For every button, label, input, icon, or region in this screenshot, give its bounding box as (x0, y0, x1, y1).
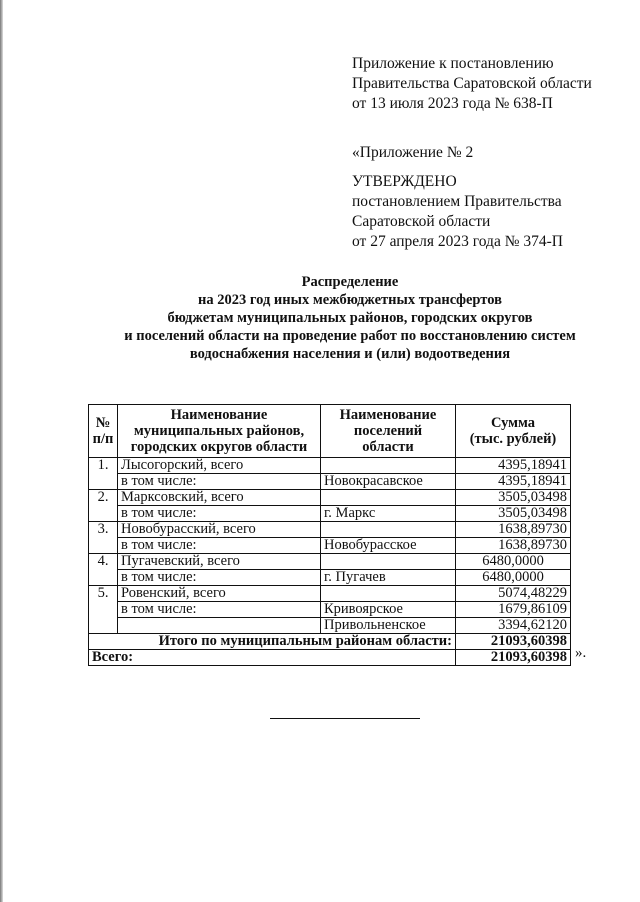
settlement-name: г. Пугачев (321, 570, 456, 586)
header-line-2: Правительства Саратовской области (352, 75, 592, 92)
scan-edge (0, 0, 3, 902)
district-name: Пугачевский, всего (118, 554, 321, 570)
header-line-1: Приложение к постановлению (352, 55, 554, 72)
settlement-name (321, 554, 456, 570)
including-label: в том числе: (118, 602, 321, 618)
row-number: 2. (89, 490, 118, 522)
settlement-sum: 4395,18941 (456, 474, 571, 490)
settlement-sum: 3505,03498 (456, 506, 571, 522)
district-sum: 5074,48229 (456, 586, 571, 602)
district-sum: 1638,89730 (456, 522, 571, 538)
closing-quote: ». (575, 645, 587, 661)
settlement-name (321, 458, 456, 474)
row-number: 3. (89, 522, 118, 554)
grand-total-sum: 21093,60398 (456, 650, 571, 666)
settlement-sum: 1679,86109 (456, 602, 571, 618)
table-row (89, 602, 571, 618)
grand-total-label: Всего: (89, 650, 456, 666)
table-row (89, 458, 571, 474)
header-number-line-1: № (95, 415, 111, 431)
table-row (89, 490, 571, 506)
settlement-name (321, 490, 456, 506)
header-sum-line-1: Сумма (490, 415, 536, 431)
including-label: в том числе: (118, 538, 321, 554)
header-district-line-3: городских округов области (130, 439, 308, 455)
table-row (89, 474, 571, 490)
title-line-2: на 2023 год иных межбюджетных трансфертов (198, 292, 502, 308)
title-line-3: бюджетам муниципальных районов, городских округов (167, 310, 533, 326)
header-number-line-2: п/п (92, 431, 114, 447)
header-district (118, 405, 321, 458)
including-label: в том числе: (118, 474, 321, 490)
row-number: 4. (89, 554, 118, 586)
approved-line-3: Саратовской области (352, 213, 491, 230)
header-number (89, 405, 118, 458)
title-line-1: Распределение (301, 274, 399, 290)
header-line-3: от 13 июля 2023 года № 638-П (352, 95, 553, 112)
table-row (89, 538, 571, 554)
settlement-sum: 6480,0000 (456, 570, 571, 586)
district-name: Лысогорский, всего (118, 458, 321, 474)
appendix-approval-block (352, 143, 563, 252)
settlement-name: Кривоярское (321, 602, 456, 618)
row-number: 5. (89, 586, 118, 634)
table-row (89, 554, 571, 570)
district-name: Ровенский, всего (118, 586, 321, 602)
including-label: в том числе: (118, 570, 321, 586)
approved-line-2: постановлением Правительства (352, 193, 562, 210)
title-line-4: и поселений области на проведение работ по восстановлению систем (124, 328, 576, 344)
settlement-name: Новобурасское (321, 538, 456, 554)
document-title (60, 273, 640, 363)
settlement-name: г. Маркс (321, 506, 456, 522)
district-total-row (89, 634, 571, 650)
header-settlement-line-2: поселений (353, 423, 423, 439)
distribution-table (88, 404, 571, 666)
table-row (89, 618, 571, 634)
settlement-name (321, 586, 456, 602)
including-label (118, 618, 321, 634)
header-district-line-2: муниципальных районов, (133, 423, 305, 439)
grand-total-row (89, 650, 571, 666)
settlement-sum: 3394,62120 (456, 618, 571, 634)
district-name: Марксовский, всего (118, 490, 321, 506)
header-sum-line-2: (тыс. рублей) (469, 431, 557, 447)
including-label: в том числе: (118, 506, 321, 522)
table-row (89, 506, 571, 522)
header-sum (456, 405, 571, 458)
document-header (352, 54, 592, 114)
header-settlement-line-3: области (362, 439, 414, 455)
appendix-number: «Приложение № 2 (352, 144, 474, 161)
title-line-5: водоснабжения населения и (или) водоотведения (189, 346, 511, 362)
header-settlement (321, 405, 456, 458)
district-total-sum: 21093,60398 (456, 634, 571, 650)
approved-label: УТВЕРЖДЕНО (352, 173, 457, 190)
district-sum: 3505,03498 (456, 490, 571, 506)
district-sum: 6480,0000 (456, 554, 571, 570)
approved-line-4: от 27 апреля 2023 года № 374-П (352, 233, 563, 250)
table-header-row (89, 405, 571, 458)
row-number: 1. (89, 458, 118, 490)
settlement-name: Привольненское (321, 618, 456, 634)
district-total-label: Итого по муниципальным районам области: (89, 634, 456, 650)
header-settlement-line-1: Наименование (339, 407, 437, 423)
signature-divider-line (270, 718, 420, 719)
header-district-line-1: Наименование (170, 407, 268, 423)
table-row (89, 586, 571, 602)
district-sum: 4395,18941 (456, 458, 571, 474)
settlement-name: Новокрасавское (321, 474, 456, 490)
table-row (89, 522, 571, 538)
district-name: Новобурасский, всего (118, 522, 321, 538)
settlement-sum: 1638,89730 (456, 538, 571, 554)
settlement-name (321, 522, 456, 538)
table-row (89, 570, 571, 586)
